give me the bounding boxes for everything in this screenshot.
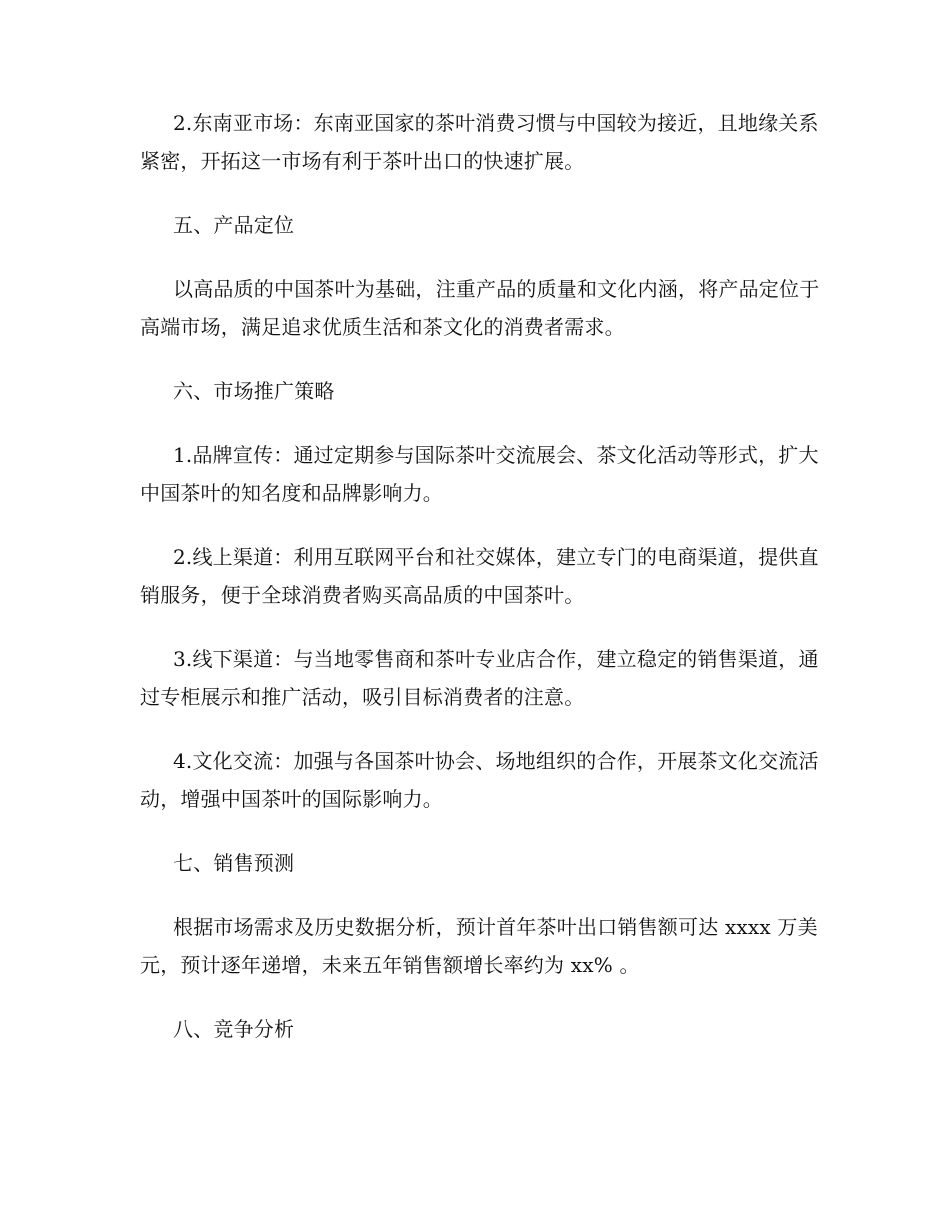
paragraph-brand-promotion: 1.品牌宣传：通过定期参与国际茶叶交流展会、茶文化活动等形式，扩大中国茶叶的知名度和品牌影响力。 <box>140 443 819 505</box>
paragraph-offline-channel: 3.线下渠道：与当地零售商和茶叶专业店合作，建立稳定的销售渠道，通过专柜展示和推广活动，吸引目标消费者的注意。 <box>140 647 819 709</box>
paragraph-product-positioning: 以高品质的中国茶叶为基础，注重产品的质量和文化内涵，将产品定位于高端市场，满足追求优质生活和茶文化的消费者需求。 <box>140 277 820 339</box>
paragraph-online-channel: 2.线上渠道：利用互联网平台和社交媒体，建立专门的电商渠道，提供直销服务，便于全球消费者购买高品质的中国茶叶。 <box>140 545 819 607</box>
paragraph-sales-forecast: 根据市场需求及历史数据分析，预计首年茶叶出口销售额可达 xxxx 万美元，预计逐年递增，未来五年销售额增长率约为 xx% 。 <box>140 915 818 977</box>
document-body <box>140 104 820 1074</box>
paragraph-cultural-exchange: 4.文化交流：加强与各国茶叶协会、场地组织的合作，开展茶文化交流活动，增强中国茶叶的国际影响力。 <box>140 749 819 811</box>
section-heading-marketing-strategy: 六、市场推广策略 <box>173 379 335 403</box>
section-heading-competition-analysis: 八、竞争分析 <box>173 1017 295 1041</box>
section-heading-product-positioning: 五、产品定位 <box>173 213 295 237</box>
section-heading-sales-forecast: 七、销售预测 <box>173 851 295 875</box>
paragraph-southeast-asia-market: 2.东南亚市场：东南亚国家的茶叶消费习惯与中国较为接近，且地缘关系紧密，开拓这一市场有利于茶叶出口的快速扩展。 <box>140 111 819 173</box>
